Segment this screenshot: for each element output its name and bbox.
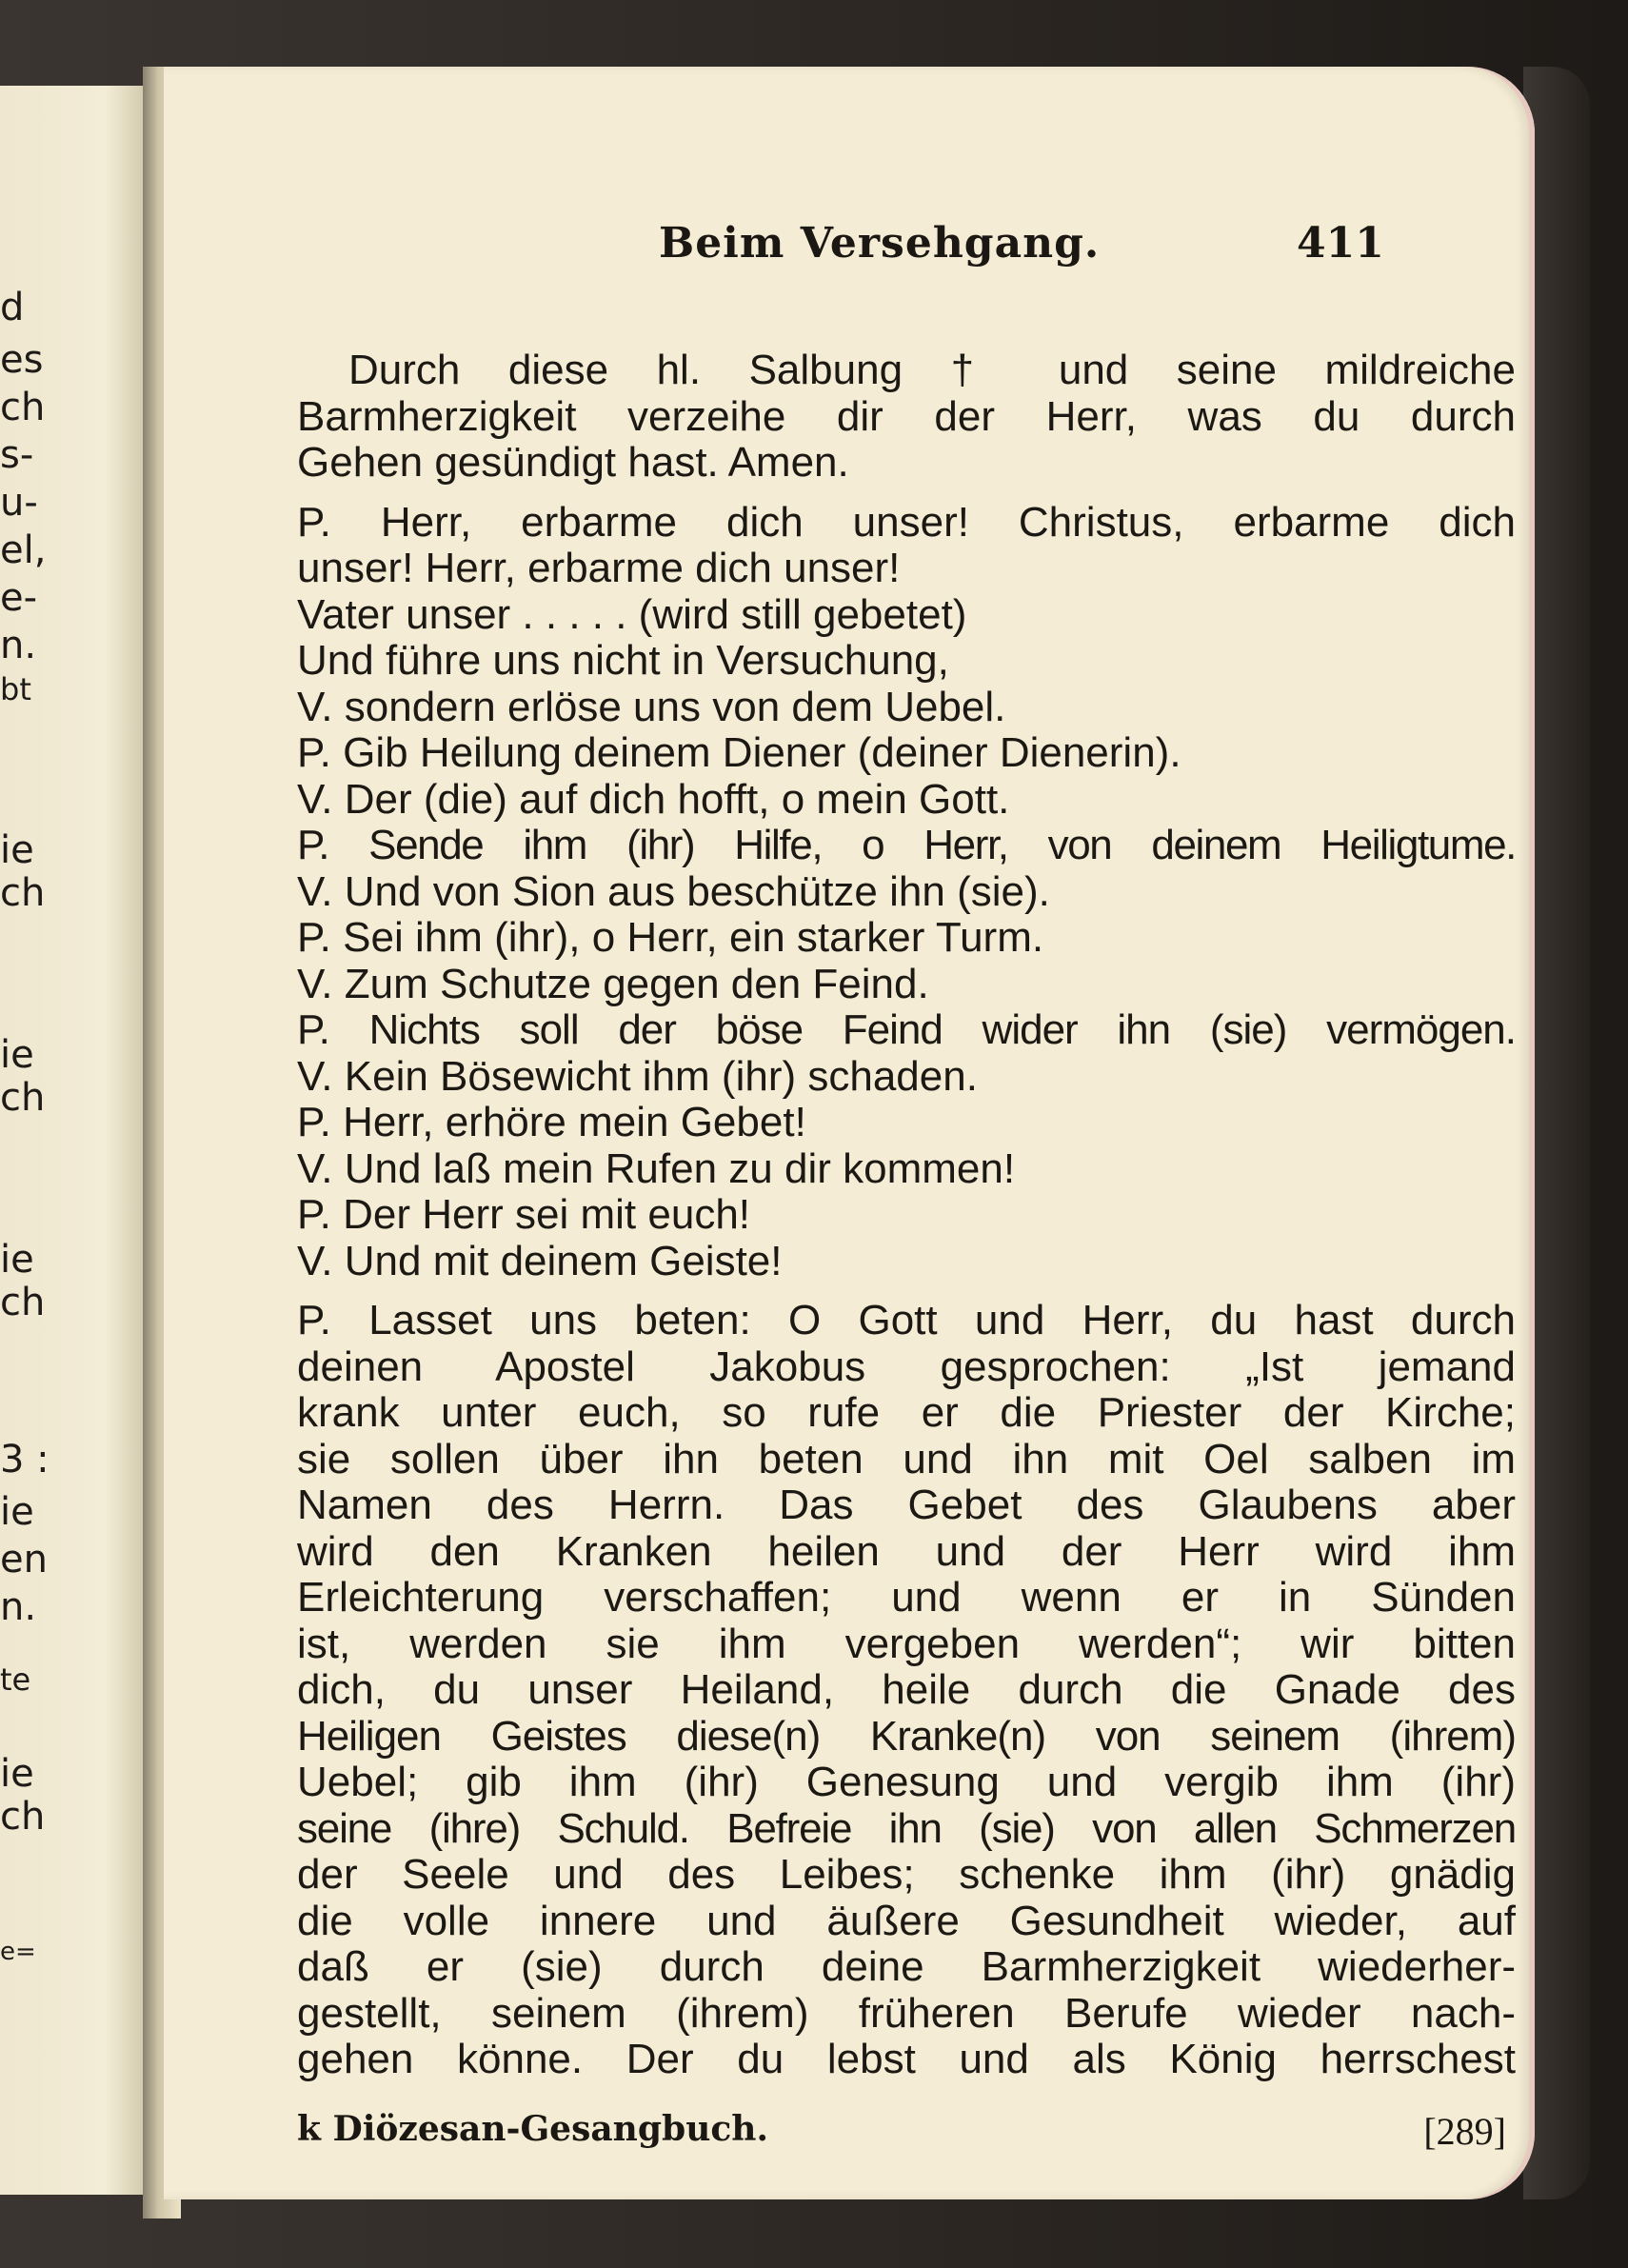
- left-page: [0, 86, 150, 2195]
- left-fragment: 3 :: [0, 1438, 50, 1482]
- page-footer: [297, 2109, 1506, 2166]
- left-fragment: u-: [0, 481, 38, 525]
- left-fragment: e-: [0, 576, 38, 620]
- text-line: Vater unser . . . . . (wird still gebetet): [297, 590, 967, 638]
- text-line: P. Sei ihm (ihr), o Herr, ein starker Turm.: [297, 914, 1044, 961]
- text-line: Barmherzigkeit verzeihe dir der Herr, was du durch: [297, 392, 1516, 440]
- left-fragment: ch: [0, 1076, 46, 1120]
- left-fragment: d: [0, 286, 25, 329]
- text-line: gestellt, seinem (ihrem) früheren Berufe wieder nach-: [297, 1989, 1516, 2037]
- text-line: sie sollen über ihn beten und ihn mit Oel salben im: [297, 1435, 1516, 1482]
- text-line: unser! Herr, erbarme dich unser!: [297, 545, 901, 591]
- text-line: P. Sende ihm (ihr) Hilfe, o Herr, von deinem Heiligtume.: [297, 822, 1516, 868]
- text-line: P. Der Herr sei mit euch!: [297, 1191, 751, 1238]
- left-fragment: ch: [0, 386, 46, 429]
- printer-signature: k Diözesan-Gesangbuch.: [297, 2109, 768, 2149]
- text-line: die volle innere und äußere Gesundheit wieder, auf: [297, 1897, 1516, 1944]
- text-line: ist, werden sie ihm vergeben werden“; wir bitten: [297, 1620, 1516, 1667]
- text-line: V. Zum Schutze gegen den Feind.: [297, 960, 929, 1007]
- text-line: V. Der (die) auf dich hofft, o mein Gott.: [297, 775, 1010, 823]
- text-line: deinen Apostel Jakobus gesprochen: „Ist jemand: [297, 1343, 1516, 1390]
- text-line: V. Kein Bösewicht ihm (ihr) schaden.: [297, 1052, 978, 1100]
- left-fragment: ch: [0, 1281, 46, 1324]
- left-fragment: n.: [0, 1585, 37, 1629]
- left-fragment: ie: [0, 1033, 34, 1077]
- text-line: der Seele und des Leibes; schenke ihm (ihr) gnädig: [297, 1851, 1516, 1898]
- left-fragment: es: [0, 338, 44, 382]
- left-page-text-fragments: [0, 86, 150, 2195]
- sheet-number: [289]: [1423, 2110, 1506, 2153]
- text-line: P. Gib Heilung deinem Diener (deiner Dienerin).: [297, 729, 1181, 776]
- left-fragment: ch: [0, 1795, 46, 1839]
- text-line: V. Und von Sion aus beschütze ihn (sie).: [297, 867, 1050, 915]
- text-line: P. Herr, erhöre mein Gebet!: [297, 1099, 806, 1145]
- text-line: Durch diese hl. Salbung † und seine mildreiche: [348, 347, 1516, 393]
- page-body: [297, 348, 1516, 2083]
- left-fragment: ch: [0, 871, 46, 915]
- page-number: 411: [1297, 219, 1384, 268]
- left-fragment: ie: [0, 1238, 34, 1282]
- text-line: V. Und mit deinem Geiste!: [297, 1237, 783, 1284]
- text-line: Namen des Herrn. Das Gebet des Glaubens aber: [297, 1482, 1516, 1528]
- left-fragment: en: [0, 1538, 48, 1582]
- left-fragment: el,: [0, 528, 47, 572]
- text-line: Gehen gesündigt hast. Amen.: [297, 439, 849, 486]
- left-fragment: s-: [0, 433, 34, 477]
- left-fragment: ie: [0, 1490, 34, 1534]
- text-line: V. Und laß mein Rufen zu dir kommen!: [297, 1144, 1016, 1192]
- text-line: Heiligen Geistes diese(n) Kranke(n) von seinem (ihrem): [297, 1712, 1516, 1760]
- text-line: daß er (sie) durch deine Barmherzigkeit wiederher-: [297, 1943, 1516, 1990]
- left-fragment: e=: [0, 1938, 36, 1966]
- text-line: seine (ihre) Schuld. Befreie ihn (sie) von allen Schmerzen: [297, 1804, 1516, 1852]
- right-page: [164, 67, 1535, 2199]
- left-fragment: bt: [0, 671, 31, 707]
- text-line: Und führe uns nicht in Versuchung,: [297, 637, 949, 684]
- left-fragment: te: [0, 1661, 31, 1698]
- text-line: Uebel; gib ihm (ihr) Genesung und vergib ihm (ihr): [297, 1759, 1516, 1805]
- page-header: [164, 209, 1535, 286]
- text-line: P. Herr, erbarme dich unser! Christus, erbarme dich: [297, 498, 1516, 546]
- text-line: V. sondern erlöse uns von dem Uebel.: [297, 683, 1006, 730]
- text-line: wird den Kranken heilen und der Herr wird ihm: [297, 1527, 1516, 1575]
- text-line: krank unter euch, so rufe er die Priester der Kirche;: [297, 1389, 1516, 1436]
- text-line: P. Nichts soll der böse Feind wider ihn (sie) vermögen.: [297, 1006, 1516, 1053]
- running-head: Beim Versehgang.: [659, 219, 1101, 268]
- text-line: gehen könne. Der du lebst und als König herrschest: [297, 2036, 1516, 2082]
- text-line: Erleichterung verschaffen; und wenn er in Sünden: [297, 1574, 1516, 1621]
- left-fragment: n.: [0, 624, 37, 667]
- left-fragment: ie: [0, 828, 34, 872]
- left-fragment: ie: [0, 1752, 34, 1796]
- text-line: P. Lasset uns beten: O Gott und Herr, du hast durch: [297, 1297, 1516, 1343]
- text-line: dich, du unser Heiland, heile durch die Gnade des: [297, 1666, 1516, 1713]
